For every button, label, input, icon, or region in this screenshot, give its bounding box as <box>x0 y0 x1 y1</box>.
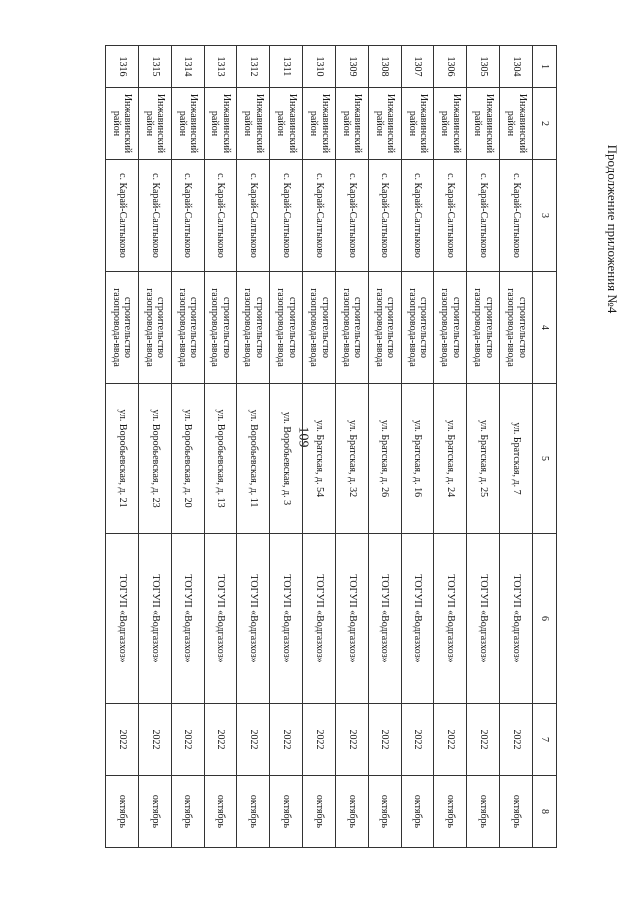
organization-cell: ТОГУП «Водгазхоз» <box>500 534 533 704</box>
header-row <box>533 46 557 848</box>
table-container <box>105 45 557 847</box>
row-number-cell: 1315 <box>138 46 171 88</box>
organization-cell: ТОГУП «Водгазхоз» <box>204 534 237 704</box>
column-header: 4 <box>533 272 557 384</box>
month-cell: октябрь <box>303 776 336 848</box>
organization-cell: ТОГУП «Водгазхоз» <box>106 534 139 704</box>
appendix-heading: Продолжение приложения №4 <box>605 144 620 314</box>
work-type-cell: строительство газопровода-ввода <box>467 272 500 384</box>
table-row <box>303 46 336 848</box>
rotated-table-frame <box>105 45 557 847</box>
organization-cell: ТОГУП «Водгазхоз» <box>138 534 171 704</box>
village-cell: с. Карай-Салтыково <box>434 160 467 272</box>
year-cell: 2022 <box>368 704 401 776</box>
village-cell: с. Карай-Салтыково <box>204 160 237 272</box>
address-cell: ул. Братская, д. 25 <box>467 384 500 534</box>
row-number-cell: 1309 <box>335 46 368 88</box>
column-header: 3 <box>533 160 557 272</box>
row-number-cell: 1307 <box>401 46 434 88</box>
month-cell: октябрь <box>368 776 401 848</box>
organization-cell: ТОГУП «Водгазхоз» <box>303 534 336 704</box>
row-number-cell: 1310 <box>303 46 336 88</box>
row-number-cell: 1308 <box>368 46 401 88</box>
address-cell: ул. Воробьевская, д. 13 <box>204 384 237 534</box>
work-type-cell: строительство газопровода-ввода <box>270 272 303 384</box>
district-cell: Инжавинский район <box>368 88 401 160</box>
work-type-cell: строительство газопровода-ввода <box>335 272 368 384</box>
organization-cell: ТОГУП «Водгазхоз» <box>335 534 368 704</box>
table-row <box>138 46 171 848</box>
work-type-cell: строительство газопровода-ввода <box>500 272 533 384</box>
table-row <box>434 46 467 848</box>
village-cell: с. Карай-Салтыково <box>106 160 139 272</box>
district-cell: Инжавинский район <box>434 88 467 160</box>
village-cell: с. Карай-Салтыково <box>303 160 336 272</box>
table-row <box>500 46 533 848</box>
village-cell: с. Карай-Салтыково <box>401 160 434 272</box>
year-cell: 2022 <box>434 704 467 776</box>
month-cell: октябрь <box>467 776 500 848</box>
district-cell: Инжавинский район <box>138 88 171 160</box>
organization-cell: ТОГУП «Водгазхоз» <box>368 534 401 704</box>
district-cell: Инжавинский район <box>237 88 270 160</box>
month-cell: октябрь <box>270 776 303 848</box>
table-row <box>270 46 303 848</box>
work-type-cell: строительство газопровода-ввода <box>204 272 237 384</box>
work-type-cell: строительство газопровода-ввода <box>368 272 401 384</box>
month-cell: октябрь <box>106 776 139 848</box>
district-cell: Инжавинский район <box>106 88 139 160</box>
column-header: 1 <box>533 46 557 88</box>
month-cell: октябрь <box>434 776 467 848</box>
address-cell: ул. Воробьевская, д. 23 <box>138 384 171 534</box>
table-row <box>106 46 139 848</box>
column-header: 2 <box>533 88 557 160</box>
year-cell: 2022 <box>171 704 204 776</box>
row-number-cell: 1306 <box>434 46 467 88</box>
month-cell: октябрь <box>500 776 533 848</box>
village-cell: с. Карай-Салтыково <box>138 160 171 272</box>
month-cell: октябрь <box>204 776 237 848</box>
column-header: 7 <box>533 704 557 776</box>
page-number: 109 <box>295 426 311 448</box>
address-cell: ул. Воробьевская, д. 3 <box>270 384 303 534</box>
table-body <box>106 46 533 848</box>
table-row <box>368 46 401 848</box>
address-cell: ул. Братская, д. 26 <box>368 384 401 534</box>
table-row <box>204 46 237 848</box>
table-row <box>401 46 434 848</box>
year-cell: 2022 <box>237 704 270 776</box>
column-header: 6 <box>533 534 557 704</box>
address-cell: ул. Братская, д. 24 <box>434 384 467 534</box>
organization-cell: ТОГУП «Водгазхоз» <box>171 534 204 704</box>
district-cell: Инжавинский район <box>500 88 533 160</box>
year-cell: 2022 <box>270 704 303 776</box>
address-cell: ул. Братская, д. 16 <box>401 384 434 534</box>
village-cell: с. Карай-Салтыково <box>270 160 303 272</box>
month-cell: октябрь <box>138 776 171 848</box>
district-cell: Инжавинский район <box>171 88 204 160</box>
row-number-cell: 1311 <box>270 46 303 88</box>
village-cell: с. Карай-Салтыково <box>368 160 401 272</box>
row-number-cell: 1313 <box>204 46 237 88</box>
gas-pipeline-table <box>105 45 557 848</box>
district-cell: Инжавинский район <box>401 88 434 160</box>
organization-cell: ТОГУП «Водгазхоз» <box>401 534 434 704</box>
organization-cell: ТОГУП «Водгазхоз» <box>237 534 270 704</box>
village-cell: с. Карай-Салтыково <box>500 160 533 272</box>
row-number-cell: 1314 <box>171 46 204 88</box>
year-cell: 2022 <box>401 704 434 776</box>
year-cell: 2022 <box>303 704 336 776</box>
month-cell: октябрь <box>171 776 204 848</box>
work-type-cell: строительство газопровода-ввода <box>106 272 139 384</box>
address-cell: ул. Братская, д. 7 <box>500 384 533 534</box>
address-cell: ул. Братская, д. 32 <box>335 384 368 534</box>
village-cell: с. Карай-Салтыково <box>335 160 368 272</box>
work-type-cell: строительство газопровода-ввода <box>237 272 270 384</box>
row-number-cell: 1304 <box>500 46 533 88</box>
row-number-cell: 1316 <box>106 46 139 88</box>
organization-cell: ТОГУП «Водгазхоз» <box>434 534 467 704</box>
table-row <box>335 46 368 848</box>
address-cell: ул. Братская, д. 54 <box>303 384 336 534</box>
year-cell: 2022 <box>106 704 139 776</box>
village-cell: с. Карай-Салтыково <box>467 160 500 272</box>
work-type-cell: строительство газопровода-ввода <box>401 272 434 384</box>
year-cell: 2022 <box>138 704 171 776</box>
village-cell: с. Карай-Салтыково <box>171 160 204 272</box>
year-cell: 2022 <box>335 704 368 776</box>
work-type-cell: строительство газопровода-ввода <box>434 272 467 384</box>
address-cell: ул. Воробьевская, д. 21 <box>106 384 139 534</box>
district-cell: Инжавинский район <box>204 88 237 160</box>
month-cell: октябрь <box>237 776 270 848</box>
month-cell: октябрь <box>401 776 434 848</box>
organization-cell: ТОГУП «Водгазхоз» <box>270 534 303 704</box>
table-row <box>171 46 204 848</box>
table-row <box>237 46 270 848</box>
column-header: 5 <box>533 384 557 534</box>
district-cell: Инжавинский район <box>467 88 500 160</box>
row-number-cell: 1305 <box>467 46 500 88</box>
work-type-cell: строительство газопровода-ввода <box>138 272 171 384</box>
work-type-cell: строительство газопровода-ввода <box>303 272 336 384</box>
year-cell: 2022 <box>467 704 500 776</box>
address-cell: ул. Воробьевская, д. 20 <box>171 384 204 534</box>
address-cell: ул. Воробьевская, д. 11 <box>237 384 270 534</box>
year-cell: 2022 <box>500 704 533 776</box>
row-number-cell: 1312 <box>237 46 270 88</box>
year-cell: 2022 <box>204 704 237 776</box>
column-header: 8 <box>533 776 557 848</box>
district-cell: Инжавинский район <box>303 88 336 160</box>
work-type-cell: строительство газопровода-ввода <box>171 272 204 384</box>
district-cell: Инжавинский район <box>335 88 368 160</box>
organization-cell: ТОГУП «Водгазхоз» <box>467 534 500 704</box>
month-cell: октябрь <box>335 776 368 848</box>
district-cell: Инжавинский район <box>270 88 303 160</box>
village-cell: с. Карай-Салтыково <box>237 160 270 272</box>
table-row <box>467 46 500 848</box>
